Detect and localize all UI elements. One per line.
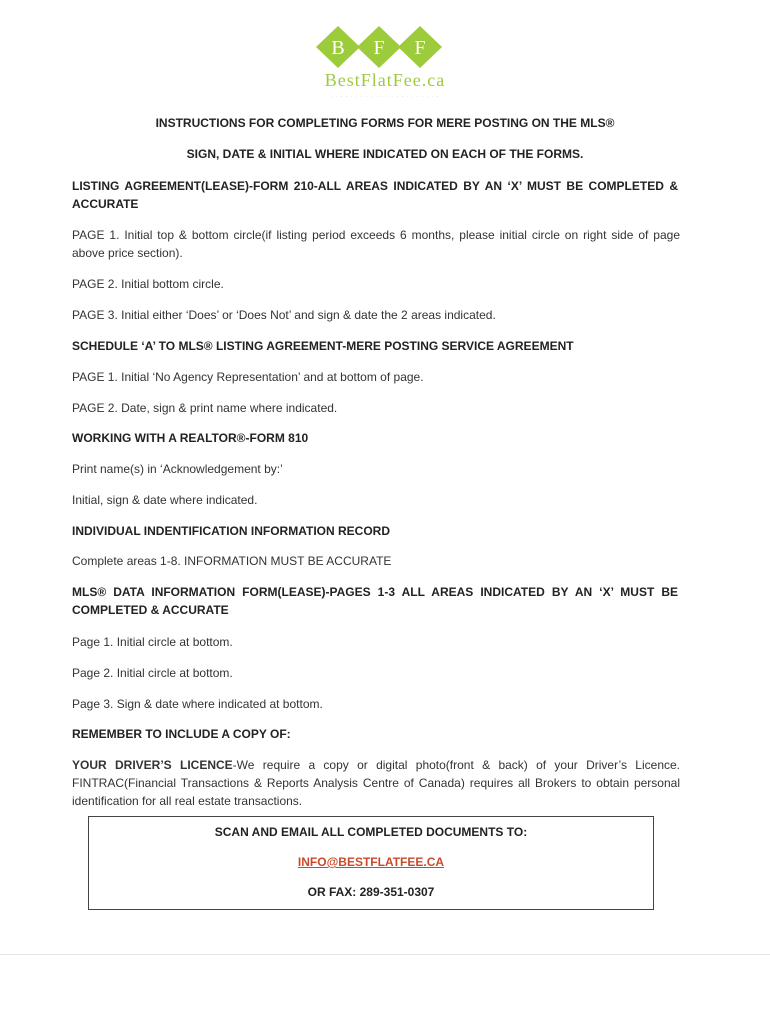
logo-letter-f2: F bbox=[414, 37, 426, 59]
mls-page1: Page 1. Initial circle at bottom. bbox=[72, 635, 233, 649]
fax-number: OR FAX: 289-351-0307 bbox=[307, 885, 435, 899]
schedule-page1: PAGE 1. Initial ‘No Agency Representation’ and at bottom of page. bbox=[72, 370, 424, 384]
listing-heading: LISTING AGREEMENT(LEASE)-FORM 210-ALL AREAS INDICATED BY AN ‘X’ MUST BE COMPLETED & ACCURATE bbox=[72, 179, 678, 211]
mls-page2: Page 2. Initial circle at bottom. bbox=[72, 666, 233, 680]
logo-letter-b: B bbox=[331, 37, 345, 59]
licence-paragraph bbox=[72, 756, 680, 810]
licence-label: YOUR DRIVER’S LICENCE bbox=[72, 758, 233, 772]
listing-page3: PAGE 3. Initial either ‘Does’ or ‘Does Not’ and sign & date the 2 areas indicated. bbox=[72, 308, 496, 322]
mls-page3: Page 3. Sign & date where indicated at bottom. bbox=[72, 697, 323, 711]
submission-box bbox=[88, 816, 654, 910]
schedule-page2: PAGE 2. Date, sign & print name where indicated. bbox=[72, 401, 338, 415]
realtor-print-name: Print name(s) in ‘Acknowledgement by:’ bbox=[72, 462, 283, 476]
bestflatfee-logo bbox=[300, 24, 470, 104]
mls-heading: MLS® DATA INFORMATION FORM(LEASE)-PAGES 1-3 ALL AREAS INDICATED BY AN ‘X’ MUST BE COMPLETED & ACCURATE bbox=[72, 585, 678, 617]
listing-page2: PAGE 2. Initial bottom circle. bbox=[72, 277, 224, 291]
identification-heading: INDIVIDUAL INDENTIFICATION INFORMATION RECORD bbox=[72, 524, 390, 538]
logo-letter-f1: F bbox=[373, 37, 385, 59]
realtor-heading: WORKING WITH A REALTOR®-FORM 810 bbox=[72, 431, 309, 445]
logo-diamonds-icon bbox=[314, 24, 444, 70]
licence-text: -We require a copy or digital photo(front & back) of your Driver’s Licence. FINTRAC(Financial Transactions & Reports Analysis Centre of Canada) requires all Brokers to obtain personal identification for all real estate transactions. bbox=[72, 758, 681, 808]
realtor-initial-sign: Initial, sign & date where indicated. bbox=[72, 493, 258, 507]
logo-tagline: · · · · · · · · · · · · · · · · · · · · · · bbox=[330, 94, 440, 100]
page-divider bbox=[0, 954, 770, 955]
listing-page1: PAGE 1. Initial top & bottom circle(if listing period exceeds 6 months, please initial circle on right side of page above price section). bbox=[72, 228, 680, 260]
document-subtitle: SIGN, DATE & INITIAL WHERE INDICATED ON EACH OF THE FORMS. bbox=[186, 147, 584, 161]
scan-email-instruction: SCAN AND EMAIL ALL COMPLETED DOCUMENTS TO: bbox=[214, 825, 528, 839]
identification-text: Complete areas 1-8. INFORMATION MUST BE ACCURATE bbox=[72, 554, 392, 568]
logo-brand-text: BestFlatFee.ca bbox=[324, 70, 446, 90]
email-link[interactable]: INFO@BESTFLATFEE.CA bbox=[297, 855, 445, 869]
document-title: INSTRUCTIONS FOR COMPLETING FORMS FOR MERE POSTING ON THE MLS® bbox=[155, 116, 615, 130]
schedule-heading: SCHEDULE ‘A’ TO MLS® LISTING AGREEMENT-MERE POSTING SERVICE AGREEMENT bbox=[72, 339, 574, 353]
remember-heading: REMEMBER TO INCLUDE A COPY OF: bbox=[72, 727, 291, 741]
